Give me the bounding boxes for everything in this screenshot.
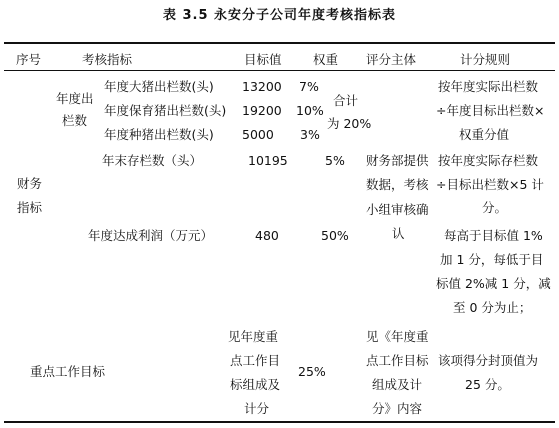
row-keywork-target-line1: 见年度重 <box>228 329 279 344</box>
category-finance-line2: 指标 <box>17 200 43 215</box>
row-keywork-evaluator-line2: 点工作目标 <box>366 353 429 368</box>
row-stock-rule-line1: 按年度实际存栏数 <box>438 153 539 168</box>
row-keywork-evaluator-line1: 见《年度重 <box>366 329 429 344</box>
group-weight-line2: 为 20% <box>327 116 372 131</box>
row-keywork-rule-line1: 该项得分封顶值为 <box>438 353 539 368</box>
row-keywork-evaluator-line3: 组成及计 <box>372 377 423 392</box>
row-big-pig-weight: 7% <box>299 79 319 94</box>
row-stock-weight: 5% <box>325 153 345 168</box>
row-keywork-rule-line2: 25 分。 <box>465 377 510 392</box>
row-keywork-name: 重点工作目标 <box>30 364 106 379</box>
row-keywork-evaluator-line4: 分》内容 <box>372 401 423 416</box>
row-profit-weight: 50% <box>321 228 349 243</box>
finance-evaluator-line4: 认 <box>392 226 405 241</box>
row-stock-rule-line2: ÷目标出栏数×5 计 <box>436 177 544 192</box>
header-weight: 权重 <box>313 52 339 67</box>
finance-evaluator-line1: 财务部提供 <box>366 153 429 168</box>
row-nursery-pig-target: 19200 <box>242 103 282 118</box>
header-evaluator: 评分主体 <box>366 52 417 67</box>
finance-evaluator-line2: 数据，考核 <box>366 177 429 192</box>
annual-output-label-line1: 年度出 <box>56 91 94 106</box>
group-rule-line2: ÷年度目标出栏数× <box>436 103 545 118</box>
finance-evaluator-line3: 小组审核确 <box>366 202 429 217</box>
table-title: 表 3.5 永安分子公司年度考核指标表 <box>162 8 397 23</box>
row-profit-rule-line2: 加 1 分，每低于目 <box>440 252 544 267</box>
header-target: 目标值 <box>244 52 282 67</box>
row-keywork-weight: 25% <box>298 364 326 379</box>
row-nursery-pig-name: 年度保育猪出栏数(头) <box>104 103 227 118</box>
category-finance-line1: 财务 <box>17 176 43 191</box>
row-breeding-pig-name: 年度种猪出栏数(头) <box>104 127 214 142</box>
row-keywork-target-line4: 计分 <box>244 401 270 416</box>
header-rule: 计分规则 <box>460 52 511 67</box>
group-rule-line3: 权重分值 <box>459 127 510 142</box>
row-stock-name: 年末存栏数（头） <box>102 153 203 168</box>
row-big-pig-target: 13200 <box>242 79 282 94</box>
row-stock-rule-line3: 分。 <box>482 200 508 215</box>
row-keywork-target-line3: 标组成及 <box>230 377 281 392</box>
row-profit-name: 年度达成利润（万元） <box>88 228 214 243</box>
row-breeding-pig-target: 5000 <box>242 127 274 142</box>
row-breeding-pig-weight: 3% <box>300 127 320 142</box>
group-weight-line1: 合计 <box>333 93 359 108</box>
header-seq: 序号 <box>16 52 42 67</box>
row-profit-rule-line1: 每高于目标值 1% <box>444 228 543 243</box>
row-keywork-target-line2: 点工作目 <box>230 353 281 368</box>
row-profit-rule-line4: 至 0 分为止； <box>453 300 532 315</box>
annual-output-label-line2: 栏数 <box>62 113 88 128</box>
top-rule <box>4 42 555 44</box>
row-profit-target: 480 <box>255 228 279 243</box>
row-profit-rule-line3: 标值 2%减 1 分，减 <box>436 276 551 291</box>
row-nursery-pig-weight: 10% <box>296 103 324 118</box>
row-stock-target: 10195 <box>248 153 288 168</box>
row-big-pig-name: 年度大猪出栏数(头) <box>104 79 214 94</box>
header-indicator: 考核指标 <box>82 52 133 67</box>
bottom-rule <box>4 421 555 423</box>
group-rule-line1: 按年度实际出栏数 <box>438 79 539 94</box>
